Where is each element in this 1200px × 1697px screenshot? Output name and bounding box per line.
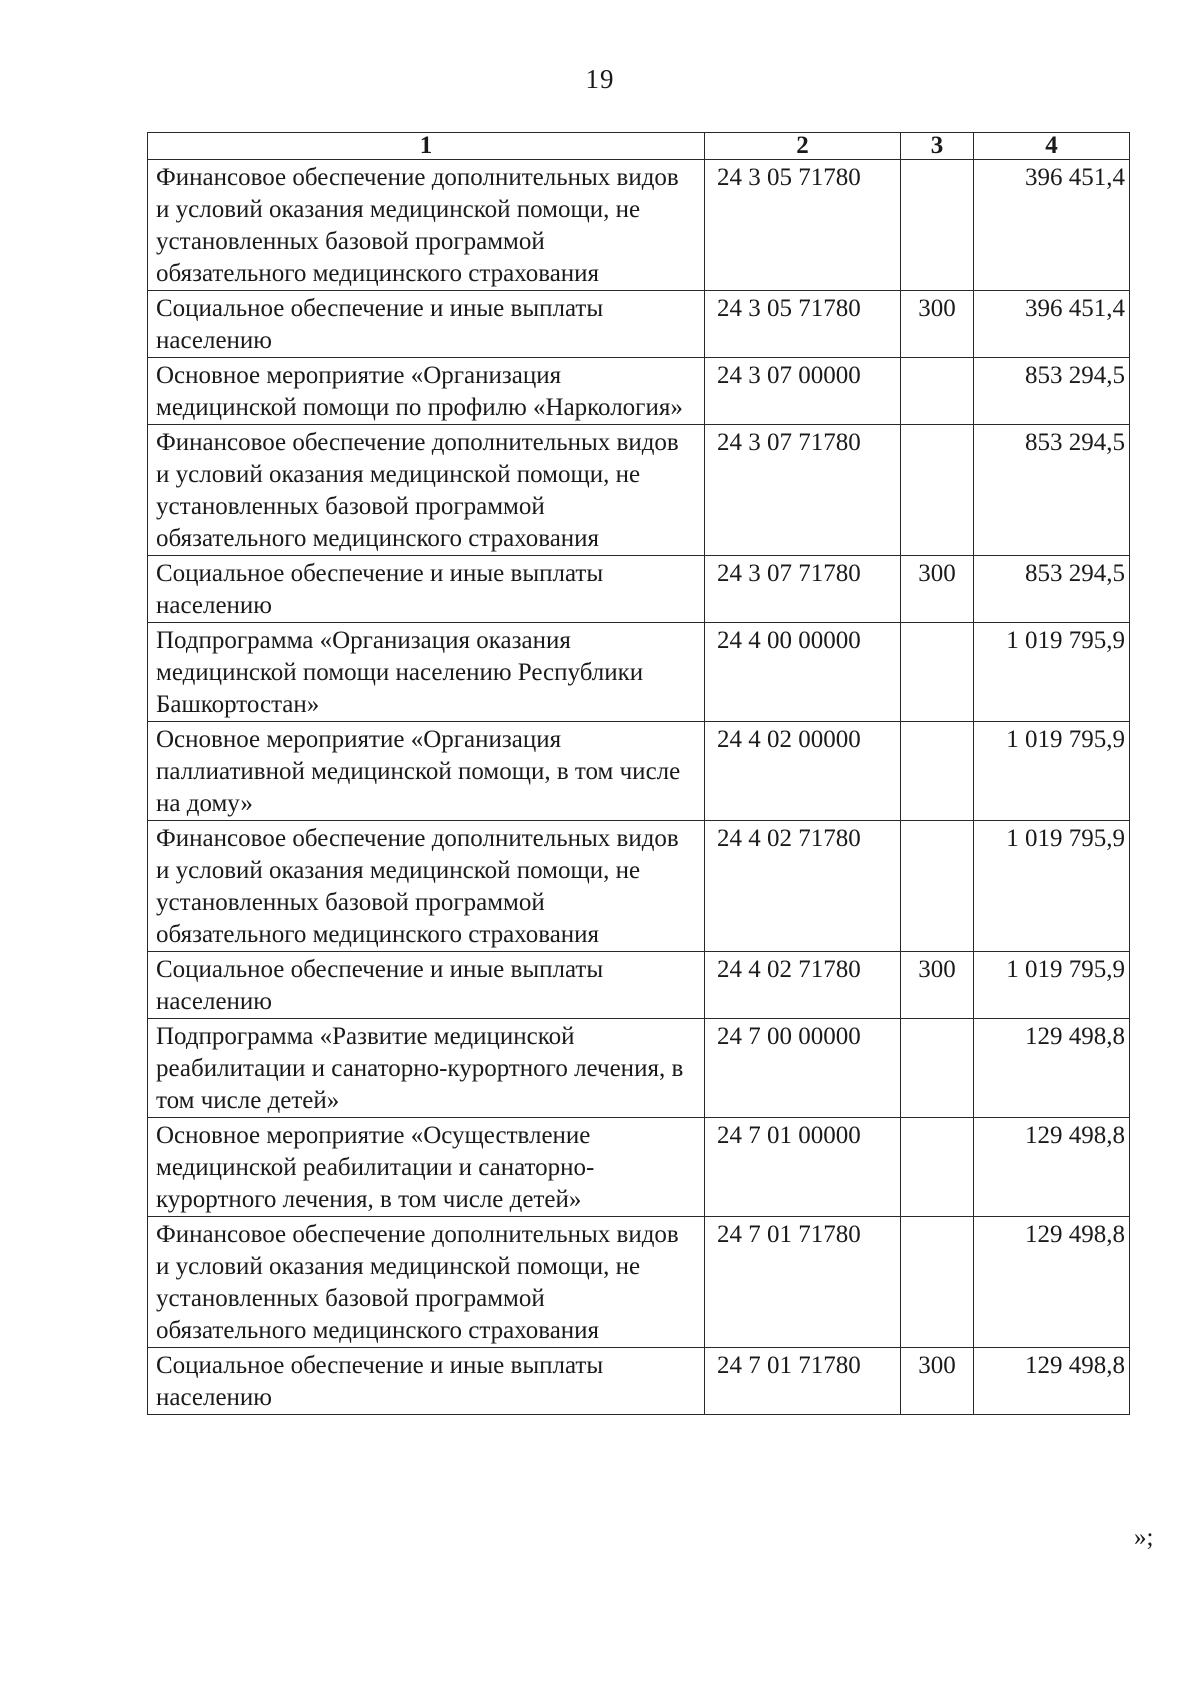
table-row bbox=[148, 1118, 1130, 1217]
row-code: 24 7 01 71780 bbox=[705, 1348, 901, 1415]
row-name: Подпрограмма «Развитие медицинской реабилитации и санаторно-курортного лечения, в том числе детей» bbox=[148, 1019, 705, 1118]
row-type: 300 bbox=[901, 952, 974, 1019]
row-name: Финансовое обеспечение дополнительных видов и условий оказания медицинской помощи, не установленных базовой программой обязательного медицинского страхования bbox=[148, 160, 705, 291]
row-type bbox=[901, 160, 974, 291]
table-row bbox=[148, 358, 1130, 425]
row-name: Основное мероприятие «Организация медицинской помощи по профилю «Наркология» bbox=[148, 358, 705, 425]
row-code: 24 3 07 00000 bbox=[705, 358, 901, 425]
row-code: 24 4 02 71780 bbox=[705, 952, 901, 1019]
table-row bbox=[148, 556, 1130, 623]
budget-table-container bbox=[147, 132, 1129, 1415]
row-amount: 129 498,8 bbox=[974, 1348, 1130, 1415]
row-code: 24 4 00 00000 bbox=[705, 623, 901, 722]
row-type: 300 bbox=[901, 556, 974, 623]
row-code: 24 3 07 71780 bbox=[705, 556, 901, 623]
table-row bbox=[148, 952, 1130, 1019]
row-code: 24 7 01 71780 bbox=[705, 1217, 901, 1348]
closing-quote-mark: »; bbox=[1134, 1524, 1154, 1551]
row-code: 24 4 02 71780 bbox=[705, 821, 901, 952]
row-name: Финансовое обеспечение дополнительных видов и условий оказания медицинской помощи, не установленных базовой программой обязательного медицинского страхования bbox=[148, 821, 705, 952]
table-row bbox=[148, 821, 1130, 952]
table-header-row bbox=[148, 133, 1130, 160]
row-name: Финансовое обеспечение дополнительных видов и условий оказания медицинской помощи, не установленных базовой программой обязательного медицинского страхования bbox=[148, 425, 705, 556]
column-header-2: 2 bbox=[705, 133, 901, 160]
row-type bbox=[901, 1217, 974, 1348]
row-name: Социальное обеспечение и иные выплаты населению bbox=[148, 1348, 705, 1415]
row-type bbox=[901, 1019, 974, 1118]
row-amount: 853 294,5 bbox=[974, 556, 1130, 623]
row-amount: 396 451,4 bbox=[974, 291, 1130, 358]
row-code: 24 7 01 00000 bbox=[705, 1118, 901, 1217]
row-amount: 1 019 795,9 bbox=[974, 821, 1130, 952]
row-name: Подпрограмма «Организация оказания медицинской помощи населению Республики Башкортостан» bbox=[148, 623, 705, 722]
row-amount: 129 498,8 bbox=[974, 1118, 1130, 1217]
row-type bbox=[901, 722, 974, 821]
row-type bbox=[901, 1118, 974, 1217]
table-row bbox=[148, 425, 1130, 556]
row-type bbox=[901, 358, 974, 425]
table-row bbox=[148, 160, 1130, 291]
table-row bbox=[148, 623, 1130, 722]
row-type bbox=[901, 425, 974, 556]
row-amount: 1 019 795,9 bbox=[974, 952, 1130, 1019]
row-name: Финансовое обеспечение дополнительных видов и условий оказания медицинской помощи, не установленных базовой программой обязательного медицинского страхования bbox=[148, 1217, 705, 1348]
row-type: 300 bbox=[901, 291, 974, 358]
row-amount: 396 451,4 bbox=[974, 160, 1130, 291]
row-code: 24 3 07 71780 bbox=[705, 425, 901, 556]
row-amount: 853 294,5 bbox=[974, 425, 1130, 556]
row-type bbox=[901, 821, 974, 952]
row-name: Социальное обеспечение и иные выплаты населению bbox=[148, 291, 705, 358]
row-code: 24 4 02 00000 bbox=[705, 722, 901, 821]
row-type: 300 bbox=[901, 1348, 974, 1415]
row-code: 24 3 05 71780 bbox=[705, 160, 901, 291]
row-name: Основное мероприятие «Осуществление медицинской реабилитации и санаторно-курортного лечения, в том числе детей» bbox=[148, 1118, 705, 1217]
row-amount: 129 498,8 bbox=[974, 1217, 1130, 1348]
page-number: 19 bbox=[585, 64, 615, 94]
row-type bbox=[901, 623, 974, 722]
row-amount: 853 294,5 bbox=[974, 358, 1130, 425]
column-header-4: 4 bbox=[974, 133, 1130, 160]
table-row bbox=[148, 291, 1130, 358]
table-row bbox=[148, 722, 1130, 821]
table-row bbox=[148, 1217, 1130, 1348]
row-name: Социальное обеспечение и иные выплаты населению bbox=[148, 556, 705, 623]
row-amount: 1 019 795,9 bbox=[974, 722, 1130, 821]
row-code: 24 7 00 00000 bbox=[705, 1019, 901, 1118]
row-name: Социальное обеспечение и иные выплаты населению bbox=[148, 952, 705, 1019]
row-amount: 1 019 795,9 bbox=[974, 623, 1130, 722]
row-name: Основное мероприятие «Организация паллиативной медицинской помощи, в том числе на дому» bbox=[148, 722, 705, 821]
table-row bbox=[148, 1348, 1130, 1415]
budget-table bbox=[147, 132, 1130, 1415]
column-header-3: 3 bbox=[901, 133, 974, 160]
row-code: 24 3 05 71780 bbox=[705, 291, 901, 358]
table-row bbox=[148, 1019, 1130, 1118]
column-header-1: 1 bbox=[148, 133, 705, 160]
row-amount: 129 498,8 bbox=[974, 1019, 1130, 1118]
